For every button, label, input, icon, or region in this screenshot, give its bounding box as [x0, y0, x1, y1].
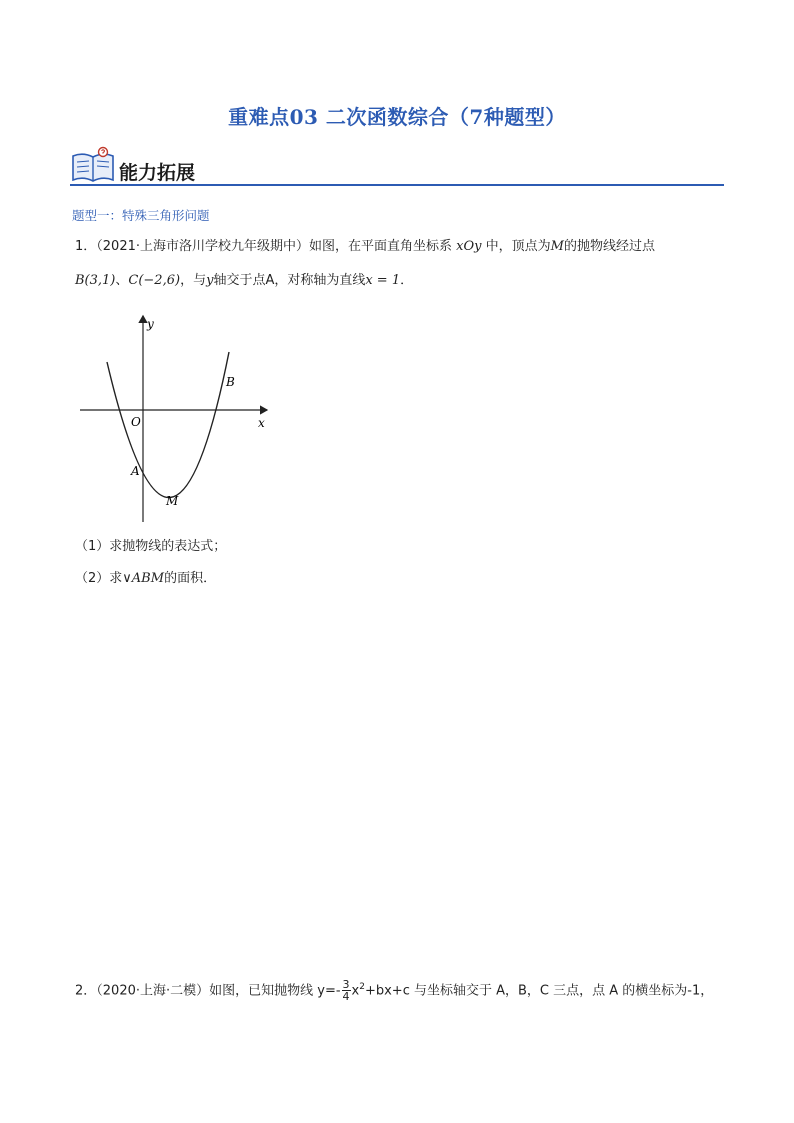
section-label: 题型一：特殊三角形问题 — [72, 208, 210, 223]
fraction: $\frac{3}{4}$ — [342, 978, 350, 1004]
page-title: 重难点03 二次函数综合（7种题型） — [228, 105, 566, 129]
axis-equation: x = 1 — [365, 273, 401, 288]
point-m-label: M — [166, 494, 179, 508]
section-banner — [70, 146, 724, 190]
banner-divider — [70, 184, 724, 186]
q2-line1: 2．（2020·上海·二模）如图，已知抛物线 y=- $\frac{3}{4}$ $x^2+bx+c$ 与坐标轴交于 A，B，C 三点，点 A 的横坐标为-1， — [75, 978, 714, 1004]
triangle-abm: ∨ABM — [122, 571, 165, 586]
y-axis-label: y — [147, 317, 154, 331]
book-icon — [70, 146, 116, 184]
q1-sub2: （2）求∨ABM的面积． — [75, 571, 217, 586]
q1-line1: 1．（2021·上海市洛川学校九年级期中）如图，在平面直角坐标系 xOy 中，顶点为M的抛物线经过点 — [75, 239, 655, 254]
parabola-graph — [75, 310, 275, 530]
q1-sub1: （1）求抛物线的表达式； — [75, 539, 227, 554]
point-c-coord: C(−2,6) — [128, 273, 181, 288]
x-axis-label: x — [258, 416, 265, 430]
origin-label: O — [131, 415, 141, 429]
q1-line2: B(3,1)、C(−2,6)，与y轴交于点A，对称轴为直线x = 1． — [75, 273, 414, 288]
point-a-label: A — [131, 464, 140, 478]
banner-label: 能力拓展 — [119, 162, 196, 184]
point-b-coord: B(3,1) — [75, 273, 116, 288]
coord-system-label: xOy — [456, 239, 482, 254]
point-b-label: B — [226, 375, 235, 389]
parabola-curve — [107, 352, 229, 498]
